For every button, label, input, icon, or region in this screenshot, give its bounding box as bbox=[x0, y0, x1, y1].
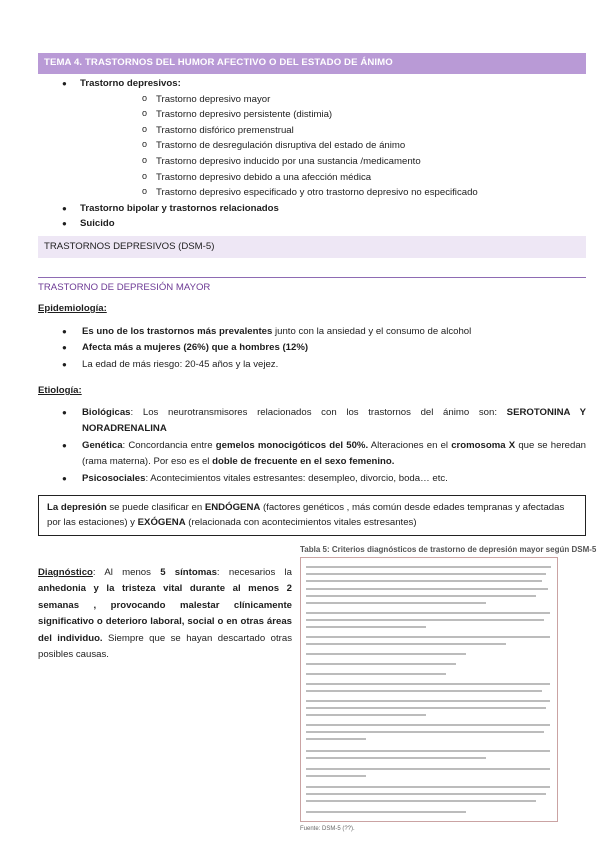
index-item-depresivos: ● Trastorno depresivos: o Trastorno depresivo mayor o Trastorno depresivo persistente (distimia) o Trastorno disfórico premenstrual o Trastorno de desregulación disruptiva del estado de ánimo o Trastorno depresivo inducido por una sustancia /medicamento o Trastorno depresivo debido a una afección médica o Trastorno depresivo especificado y otro trastorno depresivo no especificado bbox=[38, 76, 586, 201]
etiologia-list bbox=[38, 405, 586, 487]
heading-divider bbox=[38, 277, 586, 278]
index-subitem: o Trastorno depresivo especificado y otro trastorno depresivo no especificado bbox=[80, 185, 586, 201]
list-item: ● Afecta más a mujeres (26%) que a hombres (12%) bbox=[38, 340, 586, 356]
table-source: Fuente: DSM-5 (??). bbox=[300, 826, 355, 832]
index-subitem: o Trastorno disfórico premenstrual bbox=[80, 123, 586, 139]
list-item: ● Genética: Concordancia entre gemelos monocigóticos del 50%. Alteraciones en el cromosoma X que se heredan (rama materna). Por eso es el doble de frecuente en el sexo femenino. bbox=[38, 438, 586, 471]
index-subitem: o Trastorno de desregulación disruptiva del estado de ánimo bbox=[80, 138, 586, 154]
section-title: TRASTORNOS DEPRESIVOS (DSM-5) bbox=[44, 241, 215, 252]
index-item-bipolar: ● Trastorno bipolar y trastornos relacionados bbox=[38, 201, 586, 217]
epidemiologia-list bbox=[38, 324, 586, 373]
subsection-heading: TRASTORNO DE DEPRESIÓN MAYOR bbox=[38, 282, 211, 293]
list-item: ● Psicosociales: Acontecimientos vitales estresantes: desempleo, divorcio, boda… etc. bbox=[38, 471, 586, 487]
dsm5-criteria-table-image bbox=[300, 545, 600, 835]
etiologia-heading: Etiología: bbox=[38, 385, 82, 396]
index-item-suicidio: ● Suicido bbox=[38, 216, 586, 232]
list-item: ● Biológicas: Los neurotransmisores relacionados con los trastornos del ánimo son: SEROTONINA Y NORADRENALINA bbox=[38, 405, 586, 438]
index-subitem: o Trastorno depresivo mayor bbox=[80, 92, 586, 108]
diagnostico-paragraph: Diagnóstico: Al menos 5 síntomas: necesarios la anhedonia y la tristeza vital durante al menos 2 semanas , provocando malestar clínicamente significativo o deterioro laboral, social o en otras áreas del individuo. Siempre que se hayan descartado otras posibles causas. bbox=[38, 567, 292, 661]
epidemiologia-heading: Epidemiología: bbox=[38, 303, 107, 314]
index-subitem: o Trastorno depresivo debido a una afección médica bbox=[80, 170, 586, 186]
topic-banner bbox=[38, 53, 586, 74]
topic-index bbox=[38, 76, 586, 232]
table-frame bbox=[300, 557, 558, 822]
index-subitem: o Trastorno depresivo persistente (distimia) bbox=[80, 107, 586, 123]
topic-title: TEMA 4. TRASTORNOS DEL HUMOR AFECTIVO O DEL ESTADO DE ÁNIMO bbox=[44, 57, 393, 68]
section-banner bbox=[38, 236, 586, 258]
diagnostico-label: Diagnóstico bbox=[38, 567, 93, 578]
table-caption: Tabla 5: Criterios diagnósticos de trastorno de depresión mayor según DSM-5 bbox=[300, 545, 597, 554]
classification-note-box: La depresión se puede clasificar en ENDÓGENA (factores genéticos , más común desde edades tempranas y afectadas por las estaciones) y EXÓGENA (relacionada con acontecimientos vitales estresantes) bbox=[38, 495, 586, 536]
index-subitem: o Trastorno depresivo inducido por una sustancia /medicamento bbox=[80, 154, 586, 170]
list-item: ● Es uno de los trastornos más prevalentes junto con la ansiedad y el consumo de alcohol bbox=[38, 324, 586, 340]
list-item: ● La edad de más riesgo: 20-45 años y la vejez. bbox=[38, 357, 586, 373]
